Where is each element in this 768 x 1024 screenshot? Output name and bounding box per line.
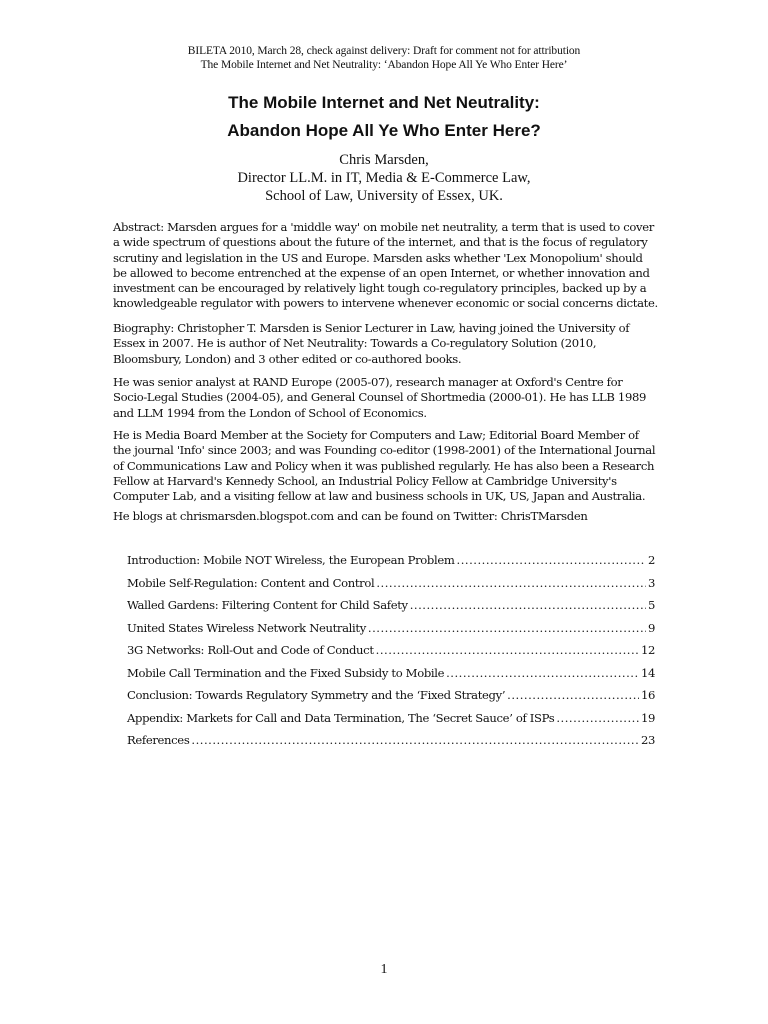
toc-leader-dots xyxy=(376,576,646,590)
abstract-paragraph: Abstract: Marsden argues for a 'middle way' on mobile net neutrality, a term that is used to cover a wide spectrum of questions about the future of the internet, and that is the focus of regulatory scrutiny and legislation in the US and Europe. Marsden asks whether 'Lex Monopolium' should be allowed to become entrenched at the expense of an open Internet, or whether innovation and investment can be encouraged by relatively light tough co-regulatory principles, backed up by a knowledgeable regulator with powers to intervene whenever economic or social concerns dictate. xyxy=(113,220,658,311)
toc-leader-dots xyxy=(376,643,639,657)
toc-entry[interactable] xyxy=(127,576,655,599)
toc-entry[interactable] xyxy=(127,688,655,711)
toc-entry-page: 9 xyxy=(647,620,655,635)
document-title-line-2: Abandon Hope All Ye Who Enter Here? xyxy=(227,121,541,140)
page-number: 1 xyxy=(380,962,388,977)
biography-paragraph: Biography: Christopher T. Marsden is Senior Lecturer in Law, having joined the University of Essex in 2007. He is author of Net Neutrality: Towards a Co-regulatory Solution (2010, Bloomsbury, London) and 3 other edited or co-authored books. xyxy=(113,321,630,366)
toc-entry-title: Appendix: Markets for Call and Data Termination, The ‘Secret Sauce’ of ISPs xyxy=(127,710,555,725)
biography-paragraph: He blogs at chrismarsden.blogspot.com and can be found on Twitter: ChrisTMarsden xyxy=(113,509,588,523)
toc-entry-page: 5 xyxy=(647,598,655,612)
toc-entry[interactable] xyxy=(127,598,655,621)
toc-entry-title: Mobile Call Termination and the Fixed Subsidy to Mobile xyxy=(127,665,445,680)
author-affiliation: School of Law, University of Essex, UK. xyxy=(265,188,503,204)
toc-entry-title: 3G Networks: Roll-Out and Code of Conduct xyxy=(127,643,374,657)
running-header-line-2: The Mobile Internet and Net Neutrality: ‘Abandon Hope All Ye Who Enter Here’ xyxy=(200,59,568,71)
toc-entry-page: 14 xyxy=(640,665,655,680)
toc-entry-title: Conclusion: Towards Regulatory Symmetry and the ‘Fixed Strategy’ xyxy=(127,688,506,702)
toc-entry-page: 23 xyxy=(640,733,655,747)
toc-leader-dots xyxy=(446,666,639,680)
author-block xyxy=(0,151,768,205)
toc-entry-title: References xyxy=(127,733,190,747)
toc-entry-title: Introduction: Mobile NOT Wireless, the European Problem xyxy=(127,553,455,567)
toc-leader-dots xyxy=(410,598,646,612)
toc-leader-dots xyxy=(507,688,639,702)
toc-entry[interactable] xyxy=(127,666,655,689)
author-name: Chris Marsden, xyxy=(339,152,429,168)
toc-entry[interactable] xyxy=(127,621,655,644)
toc-entry-page: 12 xyxy=(640,643,655,657)
biography-paragraph-1-block xyxy=(113,321,658,367)
toc-entry-title: Walled Gardens: Filtering Content for Child Safety xyxy=(127,598,408,612)
biography-paragraph-2-block xyxy=(113,375,658,421)
toc-entry[interactable] xyxy=(127,733,655,756)
toc-entry-title: Mobile Self-Regulation: Content and Control xyxy=(127,575,375,590)
biography-paragraph: He was senior analyst at RAND Europe (2005-07), research manager at Oxford's Centre for Socio-Legal Studies (2004-05), and General Counsel of Shortmedia (2000-01). He has LLB 1989 and LLM 1994 from the London of School of Economics. xyxy=(113,375,647,420)
toc-entry[interactable] xyxy=(127,711,655,734)
running-header xyxy=(0,44,768,72)
toc-leader-dots xyxy=(368,621,646,635)
toc-entry[interactable] xyxy=(127,553,655,576)
toc-entry-page: 2 xyxy=(647,553,655,567)
document-title-line-1: The Mobile Internet and Net Neutrality: xyxy=(228,93,540,112)
biography-paragraph-3-block xyxy=(113,428,658,504)
biography-paragraph: He is Media Board Member at the Society for Computers and Law; Editorial Board Member of the journal 'Info' since 2003; and was Founding co-editor (1998-2001) of the International Journal of Communications Law and Policy when it was published regularly. He has also been a Research Fellow at Harvard's Kennedy School, an Industrial Policy Fellow at Cambridge University's Computer Lab, and a visiting fellow at law and business schools in UK, US, Japan and Australia. xyxy=(113,428,656,504)
running-header-line-1: BILETA 2010, March 28, check against delivery: Draft for comment not for attribution xyxy=(187,45,581,57)
toc-leader-dots xyxy=(191,733,639,747)
biography-paragraph-4-block xyxy=(113,509,658,524)
abstract-section xyxy=(113,220,658,312)
toc-entry[interactable] xyxy=(127,643,655,666)
toc-entry-title: United States Wireless Network Neutrality xyxy=(127,620,366,635)
table-of-contents xyxy=(127,553,655,756)
author-role: Director LL.M. in IT, Media & E-Commerce Law, xyxy=(237,170,531,186)
toc-entry-page: 3 xyxy=(647,575,655,590)
toc-leader-dots xyxy=(556,711,639,725)
toc-entry-page: 16 xyxy=(640,688,655,702)
toc-entry-page: 19 xyxy=(640,710,655,725)
toc-leader-dots xyxy=(457,553,646,567)
